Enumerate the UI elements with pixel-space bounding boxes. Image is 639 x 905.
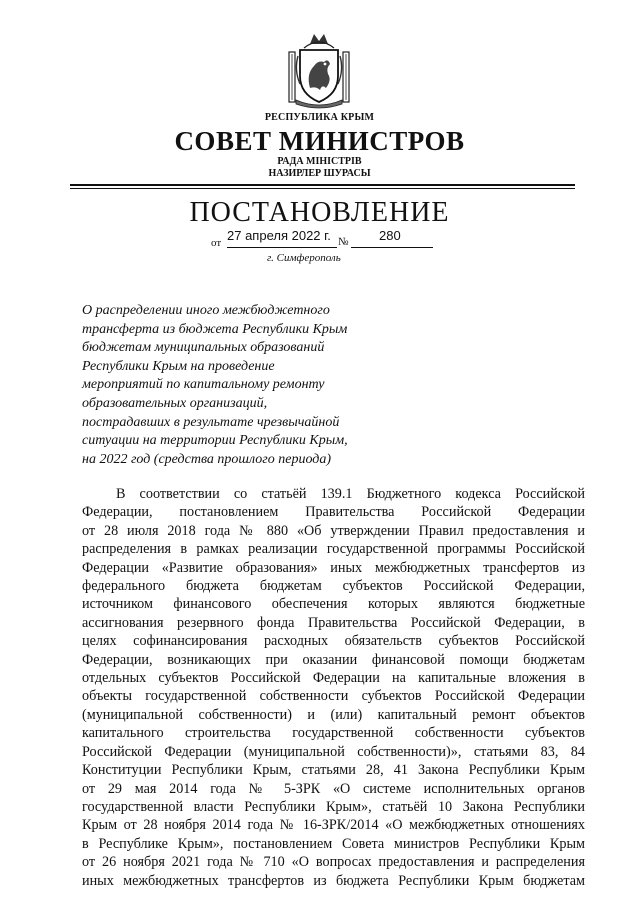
subject-line: ситуации на территории Республики Крым, — [82, 433, 348, 449]
body-line: (муниципальной собственности) и (или) капитальный ремонт объектов — [82, 706, 585, 723]
body-line: от 29 мая 2014 года № 5-ЗРК «О системе исполнительных органов — [82, 780, 585, 797]
subject-line: мероприятий по капитальному ремонту — [82, 377, 325, 393]
document-number: 280 — [379, 228, 401, 243]
body-line: отдельных субъектов Российской Федерации на капитальные вложения в — [82, 670, 585, 687]
subject-line: Республики Крым на проведение — [82, 358, 275, 374]
body-line: Конституции Республики Крым, статьями 28, 41 Закона Республики Крым — [82, 762, 585, 779]
subject-line: пострадавших в результате чрезвычайной — [82, 414, 340, 430]
body-line: объекты государственной собственности субъектов Российской Федерации — [82, 688, 585, 705]
body-line: государственной власти Республики Крым», статьёй 10 Закона Республики — [82, 798, 585, 815]
header-divider-thin — [70, 188, 575, 189]
body-line: иных межбюджетных трансфертов из бюджета Республики Крым бюджетам — [82, 872, 585, 889]
body-line: от 26 ноября 2021 года № 710 «О вопросах предоставления и распределения — [82, 854, 585, 871]
document-body — [82, 485, 585, 890]
subject-line: образовательных организаций, — [82, 395, 268, 411]
date-from-label: от — [211, 237, 222, 249]
body-line: распределения в рамках реализации государственной программы Российской — [82, 541, 585, 558]
document-date: 27 апреля 2022 г. — [227, 228, 331, 243]
body-line: Крым от 28 ноября 2014 года № 16-ЗРК/2014 «О межбюджетных отношениях — [82, 817, 585, 834]
subject-line: трансферта из бюджета Республики Крым — [82, 321, 348, 337]
header-divider-thick — [70, 184, 575, 186]
body-line: в Республике Крым», постановлением Совета министров Республики Крым — [82, 835, 585, 852]
republic-label: РЕСПУБЛИКА КРЫМ — [264, 112, 375, 123]
body-line: Федерации, возникающих при оказании финансовой помощи бюджетам — [82, 651, 585, 668]
body-line: Федерации, постановлением Правительства Российской Федерации — [82, 504, 585, 521]
date-number-line — [211, 228, 433, 250]
number-label: № — [338, 236, 349, 248]
number-underline — [351, 247, 433, 248]
document-type-title: ПОСТАНОВЛЕНИЕ — [189, 197, 450, 228]
date-underline — [227, 247, 337, 248]
document-city: г. Симферополь — [267, 252, 341, 264]
council-title: СОВЕТ МИНИСТРОВ — [174, 126, 465, 156]
body-line: федерального бюджета бюджетам субъектов Российской Федерации, — [82, 578, 585, 595]
body-line: источником финансового обеспечения которых являются бюджетные — [82, 596, 585, 613]
body-line: целях софинансирования расходных обязательств субъектов Российской — [82, 633, 585, 650]
body-line: Федерации «Развитие образования» иных межбюджетных трансфертов из — [82, 559, 585, 576]
body-line: капитального строительства государственной собственности субъектов — [82, 725, 585, 742]
council-title-crh: НАЗИРЛЕР ШУРАСЫ — [268, 168, 371, 179]
body-line: В соответствии со статьёй 139.1 Бюджетного кодекса Российской — [116, 486, 585, 502]
body-line: от 28 июля 2018 года № 880 «Об утверждении Правил предоставления и — [82, 522, 585, 539]
subject-line: бюджетам муниципальных образований — [82, 340, 325, 356]
subject-line: О распределении иного межбюджетного — [82, 303, 330, 318]
document-subject — [82, 302, 382, 469]
body-line: Российской Федерации (муниципальной собственности)», статьями 83, 84 — [82, 743, 585, 760]
body-line: ассигнования резервного фонда Правительства Российской Федерации, в — [82, 614, 585, 631]
subject-line: на 2022 год (средства прошлого периода) — [82, 451, 332, 467]
council-title-ua: РАДА МІНІСТРІВ — [277, 156, 362, 167]
coat-of-arms-emblem — [288, 30, 350, 110]
